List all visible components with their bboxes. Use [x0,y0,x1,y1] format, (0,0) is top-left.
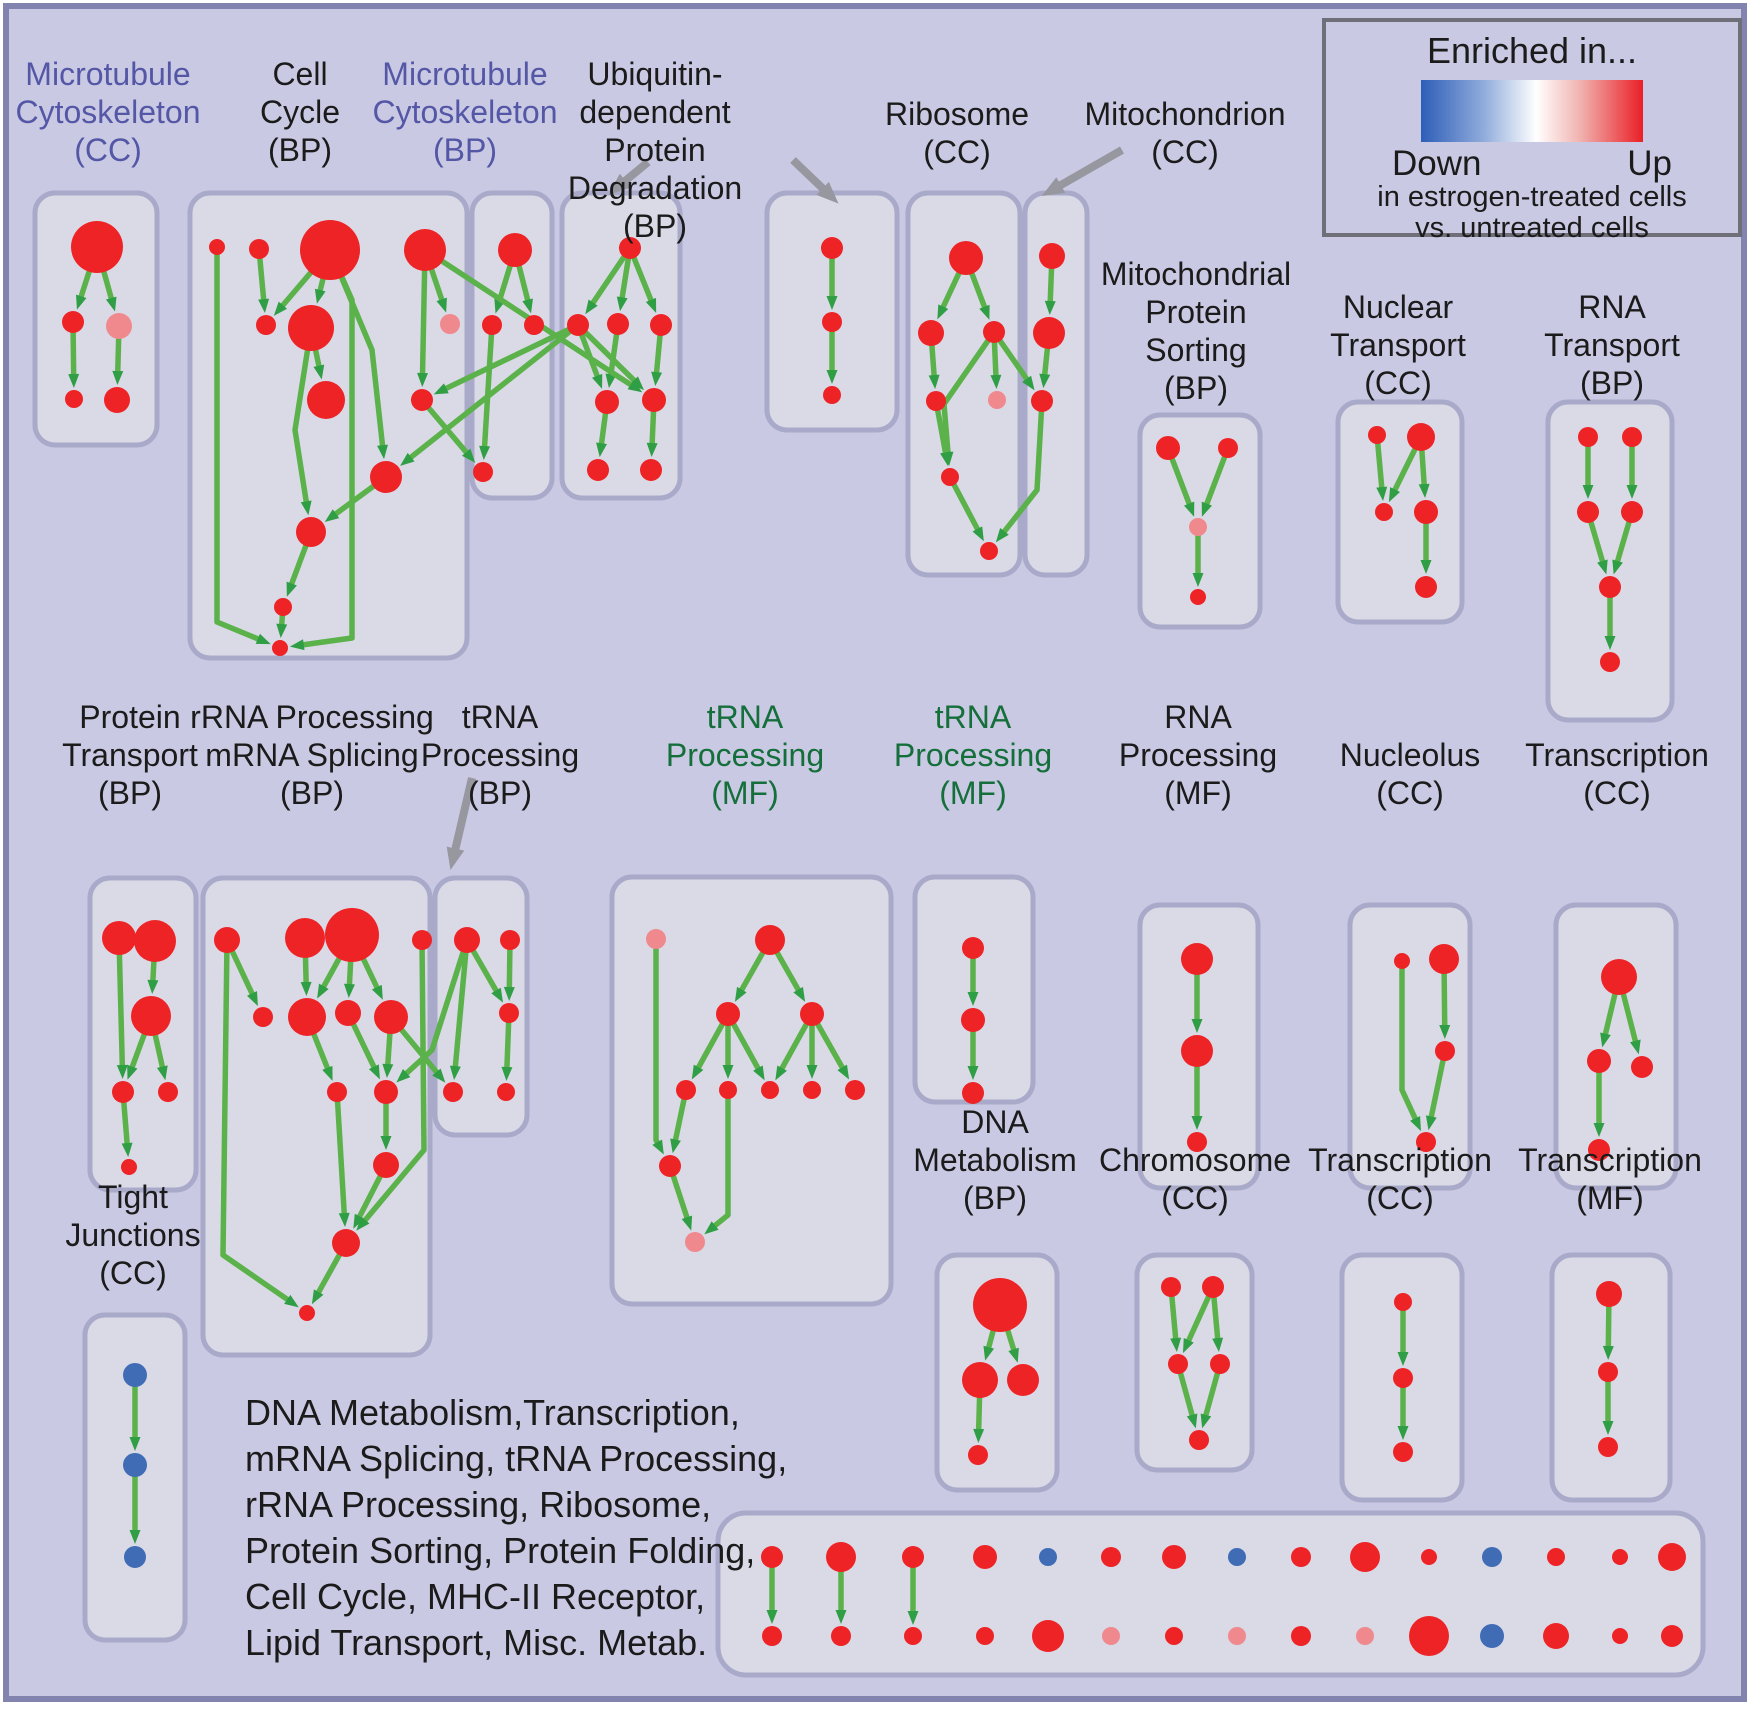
mt-cc-node [62,311,84,333]
rrna-node [325,908,379,962]
dnametab-node [962,1362,998,1398]
misc-node [762,1626,782,1646]
misc-node [976,1627,994,1645]
misc-node [1228,1627,1246,1645]
misc-categories-box [718,1513,1703,1675]
rrna-node [285,918,325,958]
chromosome-node [1189,1430,1209,1450]
dnametab-label: DNA Metabolism (BP) [913,1104,1077,1216]
nuctrans-label: Nuclear Transport (CC) [1330,289,1466,401]
transcc2-node [1393,1368,1413,1388]
trnamf1-node [755,925,785,955]
trnamf1-node [845,1080,865,1100]
ubiq-label: Ubiquitin-dependent Protein Degradation (BP) [567,56,743,244]
prottrans-node [158,1082,178,1102]
misc-node [826,1542,856,1572]
mt-cc-node [106,313,132,339]
rrna-node [214,927,240,953]
transmf-node [1598,1362,1618,1382]
trnamf1-node [761,1081,779,1099]
nuctrans-box [1338,402,1462,622]
mito-label: Mitochondrion (CC) [1084,96,1286,170]
ubiq-node [587,459,609,481]
transcc1-node [1631,1056,1653,1078]
misc-node [1350,1542,1380,1572]
cellcycle-node [209,239,225,255]
misc-node [1356,1627,1374,1645]
trnamf2-node [962,937,984,959]
transcc2-node [1393,1442,1413,1462]
transmf-node [1598,1437,1618,1457]
nuctrans-node [1414,500,1438,524]
misc-categories-text: DNA Metabolism,Transcription, mRNA Splicing, tRNA Processing, rRNA Processing, Ribosome, Protein Sorting, Protein Folding, Cell Cycle, MHC-II Receptor, Lipid Transport, Misc. Metab. [245,1392,788,1663]
chromosome-label: Chromosome (CC) [1098,1142,1292,1216]
transcc1-label: Transcription (CC) [1525,737,1709,811]
misc-node [1032,1620,1064,1652]
trnamf1-node [659,1155,681,1177]
misc-node [1102,1627,1120,1645]
cellcycle-node [411,389,433,411]
ubiq2-node [822,312,842,332]
trnamf2-node [962,1082,984,1104]
rnamf-node [1181,943,1213,975]
ubiq-node [642,388,666,412]
ubiq-node [650,314,672,336]
misc-node [831,1626,851,1646]
misc-node [1543,1623,1569,1649]
legend [1322,18,1742,244]
trnabp-node [499,1003,519,1023]
cellcycle-node [272,640,288,656]
misc-node [1482,1547,1502,1567]
rrna-node [374,1080,398,1104]
transcc1-node [1587,1049,1611,1073]
nuctrans-node [1368,426,1386,444]
rrna-label: rRNA Processing mRNA Splicing (BP) [190,699,434,811]
mt-bp-node [498,233,532,267]
chromosome-node [1202,1276,1224,1298]
mitosort-node [1156,436,1180,460]
misc-node [1612,1628,1628,1644]
trnamf1-node [800,1002,824,1026]
mt-bp-node [524,315,544,335]
legend-down-label: Down [1392,144,1482,183]
cellcycle-node [256,315,276,335]
ribosome-node [988,391,1006,409]
trnamf2-node [961,1008,985,1032]
misc-node [902,1546,924,1568]
trnamf1-node [803,1081,821,1099]
misc-node [1162,1545,1186,1569]
mito-node [1039,243,1065,269]
ubiq-node [607,313,629,335]
cellcycle-node [249,239,269,259]
prottrans-node [131,996,171,1036]
mt-bp-node [473,462,493,482]
nucleolus-label: Nucleolus (CC) [1339,737,1481,811]
rnamf-node [1181,1035,1213,1067]
trnabp-node [500,930,520,950]
edge [119,938,122,1067]
trnamf1-node [716,1002,740,1026]
ribosome-node [949,241,983,275]
rrna-node [327,1082,347,1102]
ribosome-node [980,542,998,560]
trnabp-node [454,927,480,953]
trnamf1-node [719,1081,737,1099]
transmf-label: Transcription (MF) [1518,1142,1702,1216]
transcc1-node [1601,959,1637,995]
misc-node [1658,1543,1686,1571]
misc-node [1661,1625,1683,1647]
legend-title: Enriched in... [1426,30,1638,71]
prottrans-label: Protein Transport (BP) [62,699,198,811]
misc-node [1409,1616,1449,1656]
chromosome-node [1161,1277,1181,1297]
mitosort-node [1190,589,1206,605]
mitosort-label: Mitochondrial Protein Sorting (BP) [1100,256,1292,406]
nuctrans-node [1407,423,1435,451]
trnamf1-node [676,1080,696,1100]
legend-subtitle-2: vs. untreated cells [1415,212,1649,244]
misc-node [1101,1547,1121,1567]
cellcycle-label: Cell Cycle (BP) [259,56,341,168]
cellcycle-node [440,314,460,334]
rnatrans-node [1578,427,1598,447]
legend-gradient-bar [1421,80,1643,142]
mt-cc-node [65,390,83,408]
mitosort-node [1218,438,1238,458]
misc-node [1039,1548,1057,1566]
tightjunc-node [123,1363,147,1387]
dnametab-node [1007,1364,1039,1396]
mt-bp-node [482,315,502,335]
misc-node [1291,1547,1311,1567]
ubiq-node [640,459,662,481]
prottrans-node [134,920,176,962]
prottrans-node [102,921,136,955]
mito-node [1033,317,1065,349]
mt-cc-label: Microtubule Cytoskeleton (CC) [15,56,201,168]
dnametab-node [968,1445,988,1465]
nuctrans-node [1375,503,1393,521]
misc-node [973,1545,997,1569]
misc-node [904,1627,922,1645]
rrna-node [299,1305,315,1321]
cellcycle-node [296,517,326,547]
ubiq2-node [821,237,843,259]
rnatrans-label: RNA Transport (BP) [1544,289,1680,401]
cellcycle-node [404,229,446,271]
prottrans-node [112,1081,134,1103]
misc-node [1165,1627,1183,1645]
rrna-node [253,1007,273,1027]
rrna-node [288,998,326,1036]
rnatrans-node [1577,501,1599,523]
rnatrans-node [1599,576,1621,598]
tightjunc-node [124,1546,146,1568]
misc-node [761,1546,783,1568]
rnatrans-node [1600,652,1620,672]
mitosort-node [1189,518,1207,536]
misc-node [1421,1549,1437,1565]
ubiq-node [567,314,589,336]
nucleolus-node [1394,953,1410,969]
nuctrans-node [1415,576,1437,598]
chromosome-node [1210,1354,1230,1374]
ribosome-node [918,320,944,346]
rrna-node [373,1152,399,1178]
cellcycle-node [300,220,360,280]
ribosome-label: Ribosome (CC) [884,96,1030,170]
trnamf1-label: tRNA Processing (MF) [665,699,825,811]
rnatrans-box [1548,402,1672,720]
cellcycle-node [274,598,292,616]
mt-bp-label: Microtubule Cytoskeleton (BP) [372,56,558,168]
transcc2-node [1394,1293,1412,1311]
dnametab-node [973,1278,1027,1332]
trnamf1-node [646,929,666,949]
rrna-node [332,1229,360,1257]
misc-node [1291,1626,1311,1646]
ribosome-node [983,321,1005,343]
rnamf-label: RNA Processing (MF) [1118,699,1278,811]
misc-node [1480,1624,1504,1648]
legend-subtitle-1: in estrogen-treated cells [1377,181,1687,213]
mt-cc-node [71,221,123,273]
ubiq-node [595,390,619,414]
nucleolus-node [1429,944,1459,974]
mt-cc-node [104,387,130,413]
rrna-node [374,1000,408,1034]
rnatrans-node [1622,427,1642,447]
tightjunc-node [123,1453,147,1477]
cellcycle-node [288,305,334,351]
trnamf1-node [685,1232,705,1252]
prottrans-node [121,1159,137,1175]
misc-node [1228,1548,1246,1566]
transmf-node [1596,1281,1622,1307]
misc-node [1612,1549,1628,1565]
rrna-node [335,1000,361,1026]
legend-up-label: Up [1627,144,1672,183]
rnatrans-node [1621,501,1643,523]
misc-node [1547,1548,1565,1566]
rrna-node [412,930,432,950]
ribosome-node [941,468,959,486]
cellcycle-node [370,461,402,493]
trnabp-node [443,1082,463,1102]
cellcycle-node [307,381,345,419]
chromosome-node [1168,1354,1188,1374]
tightjunc-label: Tight Junctions (CC) [65,1179,201,1291]
transcc2-label: Transcription (CC) [1308,1142,1492,1216]
mito-node [1031,390,1053,412]
ribosome-node [926,391,946,411]
nucleolus-node [1435,1041,1455,1061]
trnabp-label: tRNA Processing (BP) [420,699,580,811]
trnabp-node [497,1083,515,1101]
ubiq2-node [823,386,841,404]
trnamf2-label: tRNA Processing (MF) [893,699,1053,811]
edge [656,939,658,1144]
